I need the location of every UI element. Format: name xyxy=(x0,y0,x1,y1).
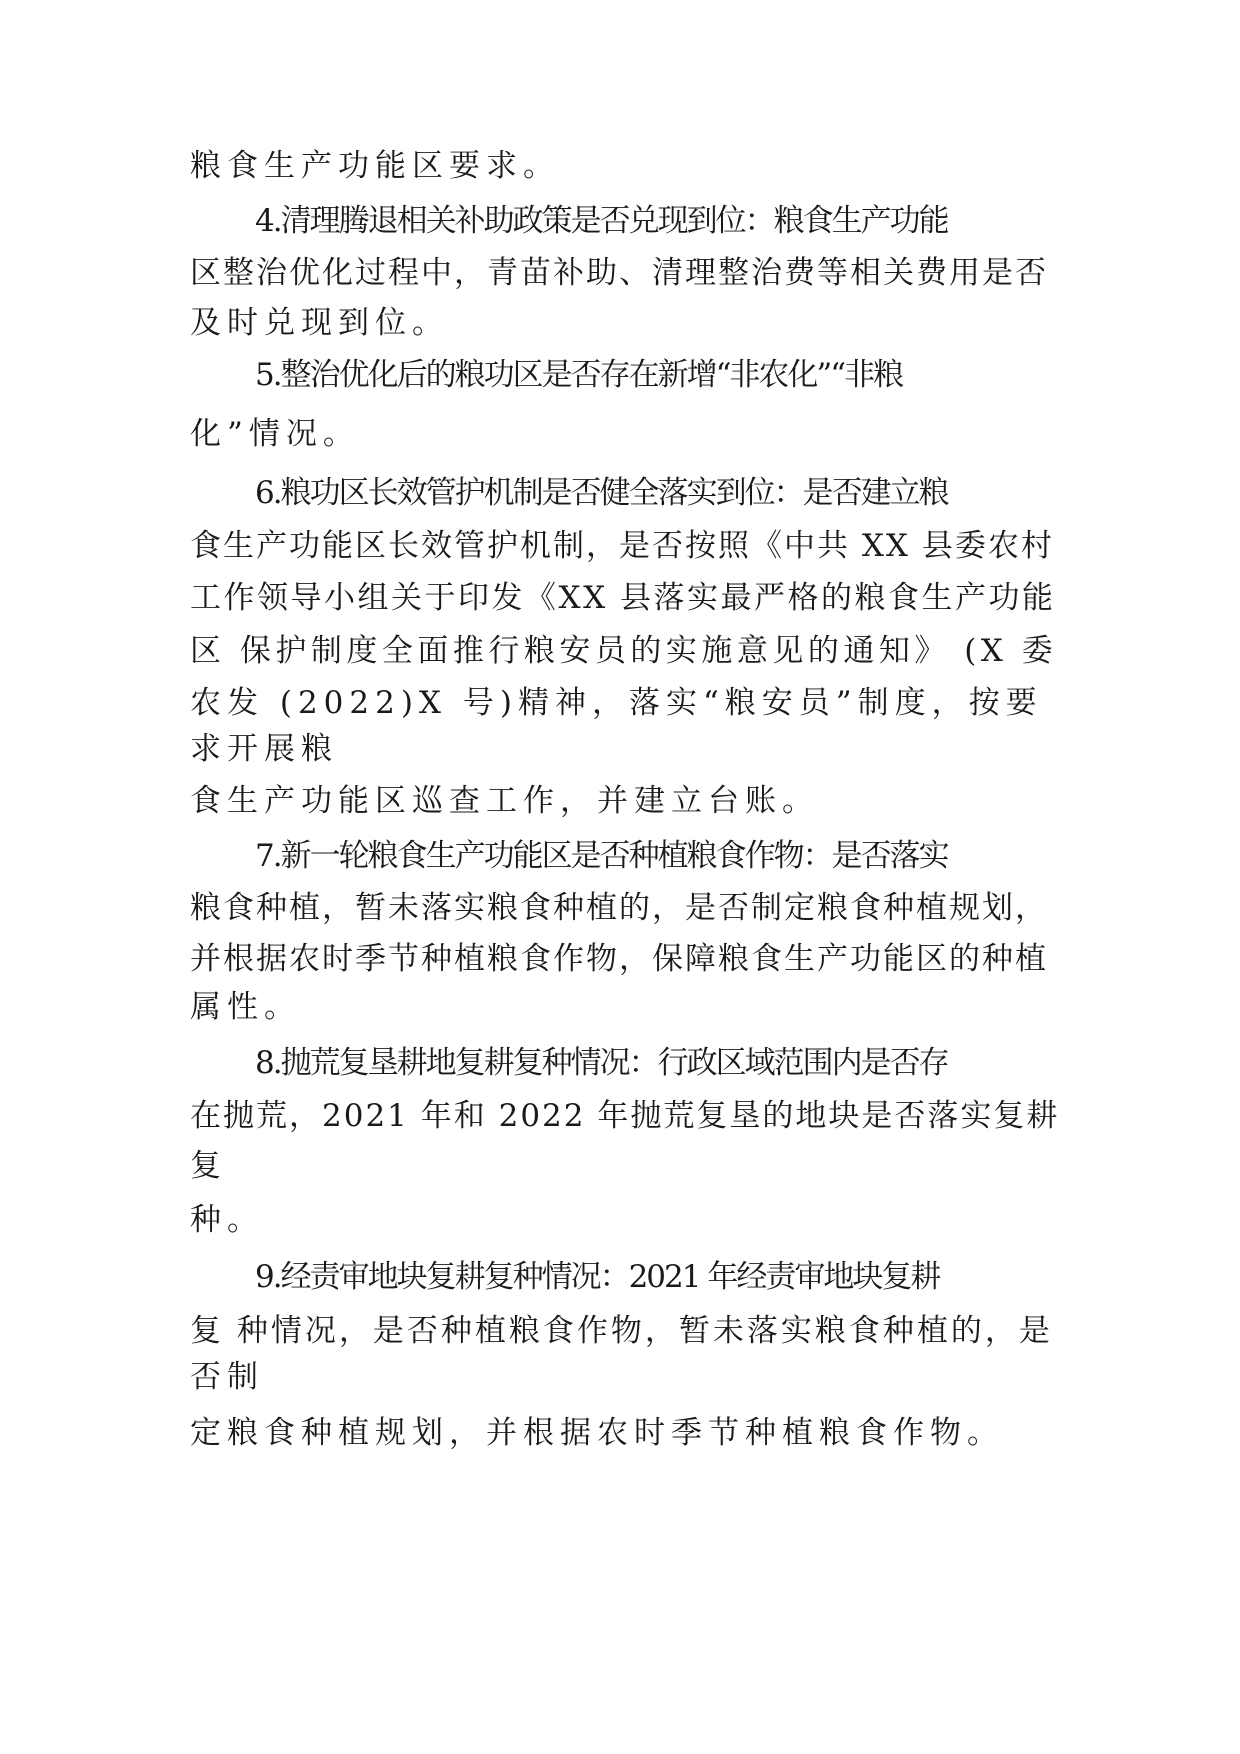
paragraph-7-line-3: 并根据农时季节种植粮食作物，保障粮食生产功能区的种植 xyxy=(190,941,1048,977)
paragraph-8-line-1: 8.抛荒复垦耕地复耕复种情况：行政区域范围内是否存 xyxy=(255,1045,948,1081)
paragraph-7-line-2: 粮食种植，暂未落实粮食种植的，是否制定粮食种植规划， xyxy=(190,890,1048,926)
paragraph-8-line-3: 复 xyxy=(190,1148,227,1184)
paragraph-6-line-3: 工作领导小组关于印发《XX 县落实最严格的粮食生产功能 xyxy=(190,580,1056,616)
paragraph-9-line-1: 9.经责审地块复耕复种情况：2021 年经责审地块复耕 xyxy=(255,1259,940,1295)
paragraph-3-line-1: 粮食生产功能区要求。 xyxy=(190,148,560,184)
paragraph-9-line-3: 否制 xyxy=(190,1359,264,1395)
paragraph-7-line-4: 属性。 xyxy=(190,989,301,1025)
paragraph-4-line-2: 区整治优化过程中，青苗补助、清理整治费等相关费用是否 xyxy=(190,255,1048,291)
paragraph-5-line-2: 化”情况。 xyxy=(190,416,360,452)
paragraph-6-line-7: 食生产功能区巡查工作，并建立台账。 xyxy=(190,783,819,819)
paragraph-6-line-4: 区 保护制度全面推行粮安员的实施意见的通知》 (X 委 xyxy=(190,633,1058,669)
paragraph-7-line-1: 7.新一轮粮食生产功能区是否种植粮食作物：是否落实 xyxy=(255,838,948,874)
paragraph-9-line-2: 复 种情况，是否种植粮食作物，暂未落实粮食种植的，是 xyxy=(190,1313,1053,1349)
paragraph-4-line-1: 4.清理腾退相关补助政策是否兑现到位：粮食生产功能 xyxy=(255,203,948,239)
paragraph-9-line-4: 定粮食种植规划，并根据农时季节种植粮食作物。 xyxy=(190,1415,1004,1451)
paragraph-4-line-3: 及时兑现到位。 xyxy=(190,305,449,341)
paragraph-6-line-2: 食生产功能区长效管护机制，是否按照《中共 XX 县委农村 xyxy=(190,528,1054,564)
paragraph-6-line-5: 农发 (2022)X 号)精神，落实“粮安员”制度，按要 xyxy=(190,685,1043,721)
paragraph-5-line-1: 5.整治优化后的粮功区是否存在新增“非农化”“非粮 xyxy=(255,357,903,393)
paragraph-6-line-1: 6.粮功区长效管护机制是否健全落实到位：是否建立粮 xyxy=(255,475,948,511)
paragraph-8-line-4: 种。 xyxy=(190,1202,264,1238)
paragraph-8-line-2: 在抛荒，2021 年和 2022 年抛荒复垦的地块是否落实复耕 xyxy=(190,1098,1060,1134)
paragraph-6-line-6: 求开展粮 xyxy=(190,731,338,767)
